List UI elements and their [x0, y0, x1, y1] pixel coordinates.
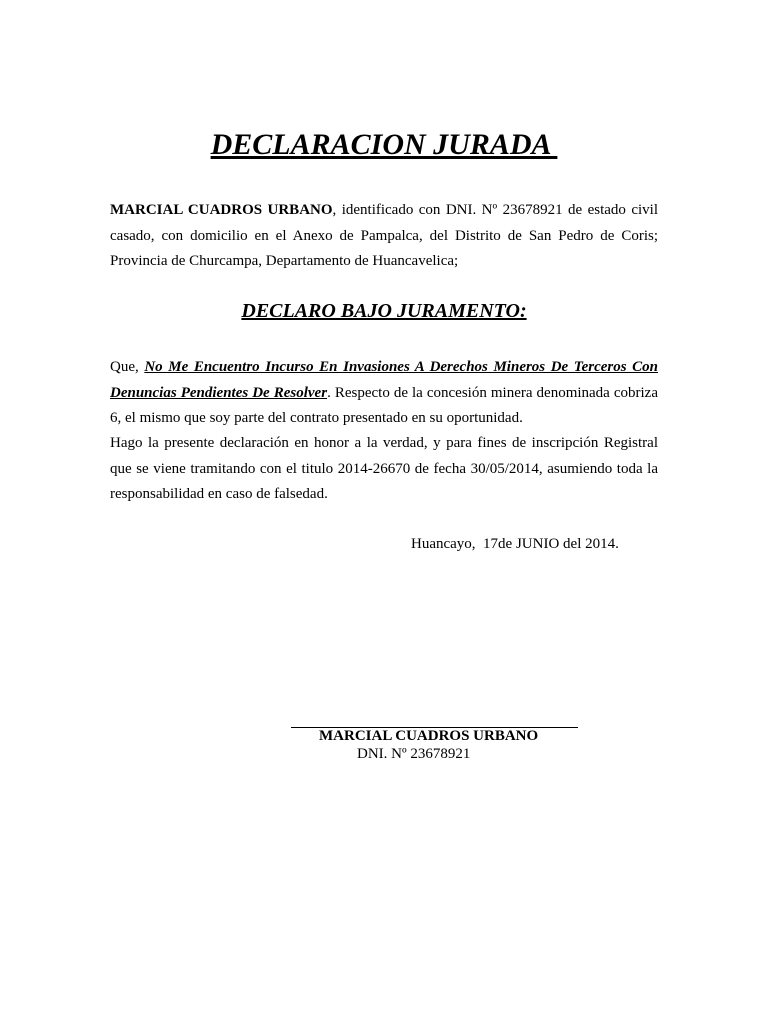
- place-date: Huancayo, 17de JUNIO del 2014.: [411, 536, 619, 552]
- statement-prefix: Que,: [110, 359, 145, 375]
- signature-name: MARCIAL CUADROS URBANO: [319, 728, 539, 744]
- statement-paragraph: [110, 355, 658, 432]
- statement-rest: . Respecto de la concesión minera denominada cobriza 6, el mismo que soy parte del contrato presentado en su oportunidad.: [110, 384, 658, 426]
- final-paragraph: Hago la presente declaración en honor a la verdad, y para fines de inscripción Registral que se viene tramitando con el titulo 2014-26670 de fecha 30/05/2014, asumiendo toda la responsabilidad en caso de falsedad.: [110, 435, 658, 502]
- declarant-paragraph: [110, 198, 658, 275]
- declaration-subtitle: DECLARO BAJO JURAMENTO:: [241, 300, 527, 322]
- declarant-name: MARCIAL CUADROS URBANO: [110, 202, 333, 218]
- signature-dni: DNI. Nº 23678921: [357, 746, 471, 762]
- declarant-details: , identificado con DNI. Nº 23678921 de estado civil casado, con domicilio en el Anexo de Pampalca, del Distrito de San Pedro de Coris; Provincia de Churcampa, Departamento de Huancavelica;: [110, 202, 658, 269]
- statement-emphasis: No Me Encuentro Incurso En Invasiones A Derechos Mineros De Terceros Con Denuncias Pendientes De Resolver: [110, 359, 658, 401]
- document-title: DECLARACION JURADA: [210, 128, 558, 161]
